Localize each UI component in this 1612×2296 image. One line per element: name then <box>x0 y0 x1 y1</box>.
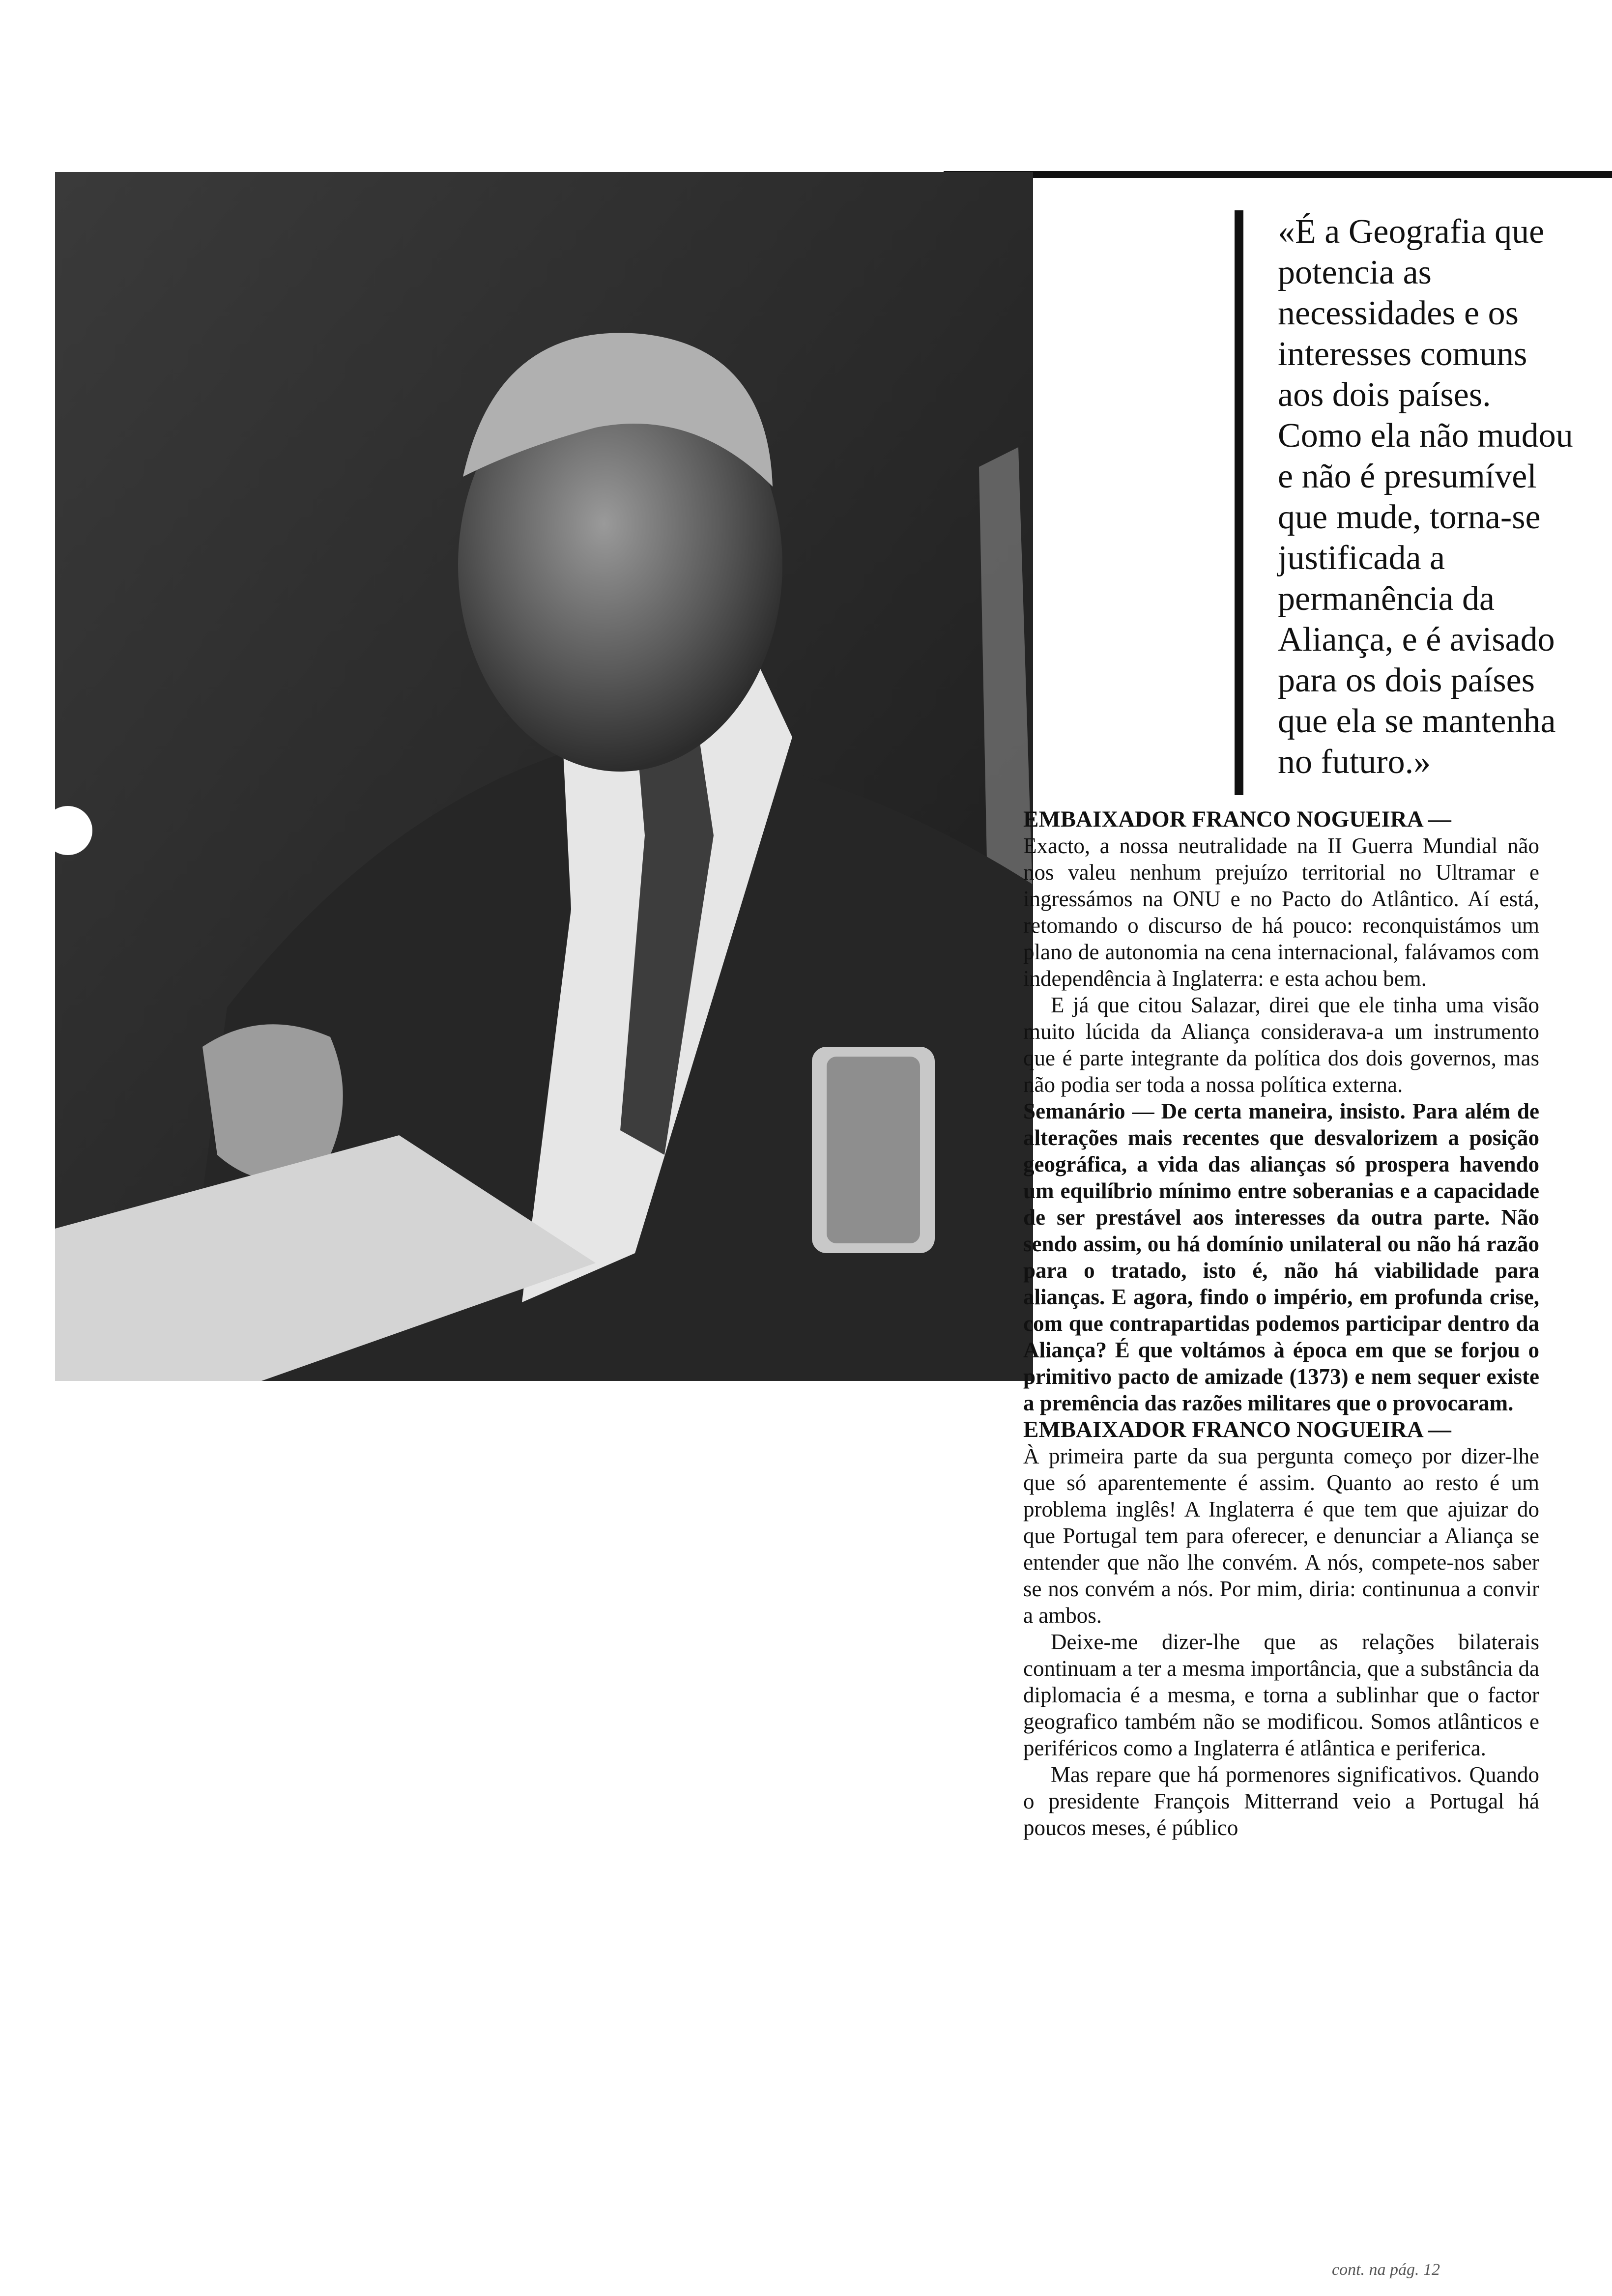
pull-quote-line: interesses comuns <box>1278 335 1527 373</box>
pull-quote-line: para os dois países <box>1278 661 1535 699</box>
continuation-note: cont. na pág. 12 <box>1332 2261 1440 2279</box>
answer-paragraph: À primeira parte da sua pergunta começo por dizer-lhe que só aparentemente é assim. Quanto ao resto é um problema inglês! A Inglaterra é que tem que ajuizar do que Portugal tem para oferecer, e denunciar a Aliança se entender que não lhe convém. A nós, compete-nos saber se nos convém a nós. Por mim, diria: continunua a convir a ambos. <box>1023 1444 1539 1628</box>
pull-quote-line: necessidades e os <box>1278 294 1519 332</box>
pull-quote-line: que mude, torna-se <box>1278 498 1541 536</box>
pull-quote-line: Aliança, e é avisado <box>1278 621 1555 659</box>
interviewer-label: Semanário — <box>1023 1099 1154 1123</box>
pull-quote-line: Como ela não mudou <box>1278 417 1573 455</box>
pull-quote-line: permanência da <box>1278 580 1495 618</box>
top-rule <box>944 171 1612 178</box>
answer-paragraph: E já que citou Salazar, direi que ele tinha uma visão muito lúcida da Aliança considerava-a um instrumento que é parte integrante da política dos dois governos, mas não podia ser toda a nossa política externa. <box>1023 993 1539 1097</box>
speaker-label: EMBAIXADOR FRANCO NOGUEIRA — <box>1023 806 1451 832</box>
answer-paragraph: Deixe-me dizer-lhe que as relações bilaterais continuam a ter a mesma importância, que a substância da diplomacia é a mesma, e torna a sublinhar que o factor geografico também não se modificou. Somos atlânticos e periféricos como a Inglaterra é atlântica e periferica. <box>1023 1630 1539 1760</box>
portrait-illustration <box>55 172 1033 1381</box>
pull-quote-line: no futuro.» <box>1278 743 1431 781</box>
pull-quote-line: que ela se mantenha <box>1278 702 1556 740</box>
question-text: De certa maneira, insisto. Para além de alterações mais recentes que desvalorizem a posição geográfica, a vida das alianças só prospera havendo um equilíbrio mínimo entre soberanias e a capacidade de ser prestável aos interesses da outra parte. Não sendo assim, ou há domínio unilateral ou não há razão para o tratado, isto é, não há viabilidade para alianças. E agora, findo o império, em profunda crise, com que contrapartidas podemos participar dentro da Aliança? É que voltámos à época em que se forjou o primitivo pacto de amizade (1373) e nem sequer existe a premência das razões militares que o provocaram. <box>1023 1099 1539 1415</box>
answer-paragraph: Mas repare que há pormenores significativos. Quando o presidente François Mitterrand veio a Portugal há poucos meses, é público <box>1023 1762 1539 1840</box>
pull-quote-line: potencia as <box>1278 254 1432 291</box>
pull-quote <box>1278 211 1602 782</box>
answer-paragraph: Exacto, a nossa neutralidade na II Guerra Mundial não nos valeu nenhum prejuízo territorial no Ultramar e ingressámos na ONU e no Pacto do Atlântico. Aí está, retomando o discurso de há pouco: reconquistámos um plano de autonomia na cena internacional, falávamos com independência à Inglaterra: e esta achou bem. <box>1023 833 1539 991</box>
pull-quote-line: «É a Geografia que <box>1278 213 1545 251</box>
pull-quote-line: e não é presumível <box>1278 458 1537 495</box>
portrait-photo <box>55 172 1033 1381</box>
punch-hole <box>43 806 92 855</box>
pull-quote-line: justificada a <box>1278 539 1445 577</box>
speaker-label: EMBAIXADOR FRANCO NOGUEIRA — <box>1023 1417 1451 1442</box>
interviewer-question <box>1023 1098 1539 1416</box>
pull-quote-line: aos dois países. <box>1278 376 1491 414</box>
pull-quote-bar <box>1235 210 1243 795</box>
article-column <box>1023 806 1539 1841</box>
